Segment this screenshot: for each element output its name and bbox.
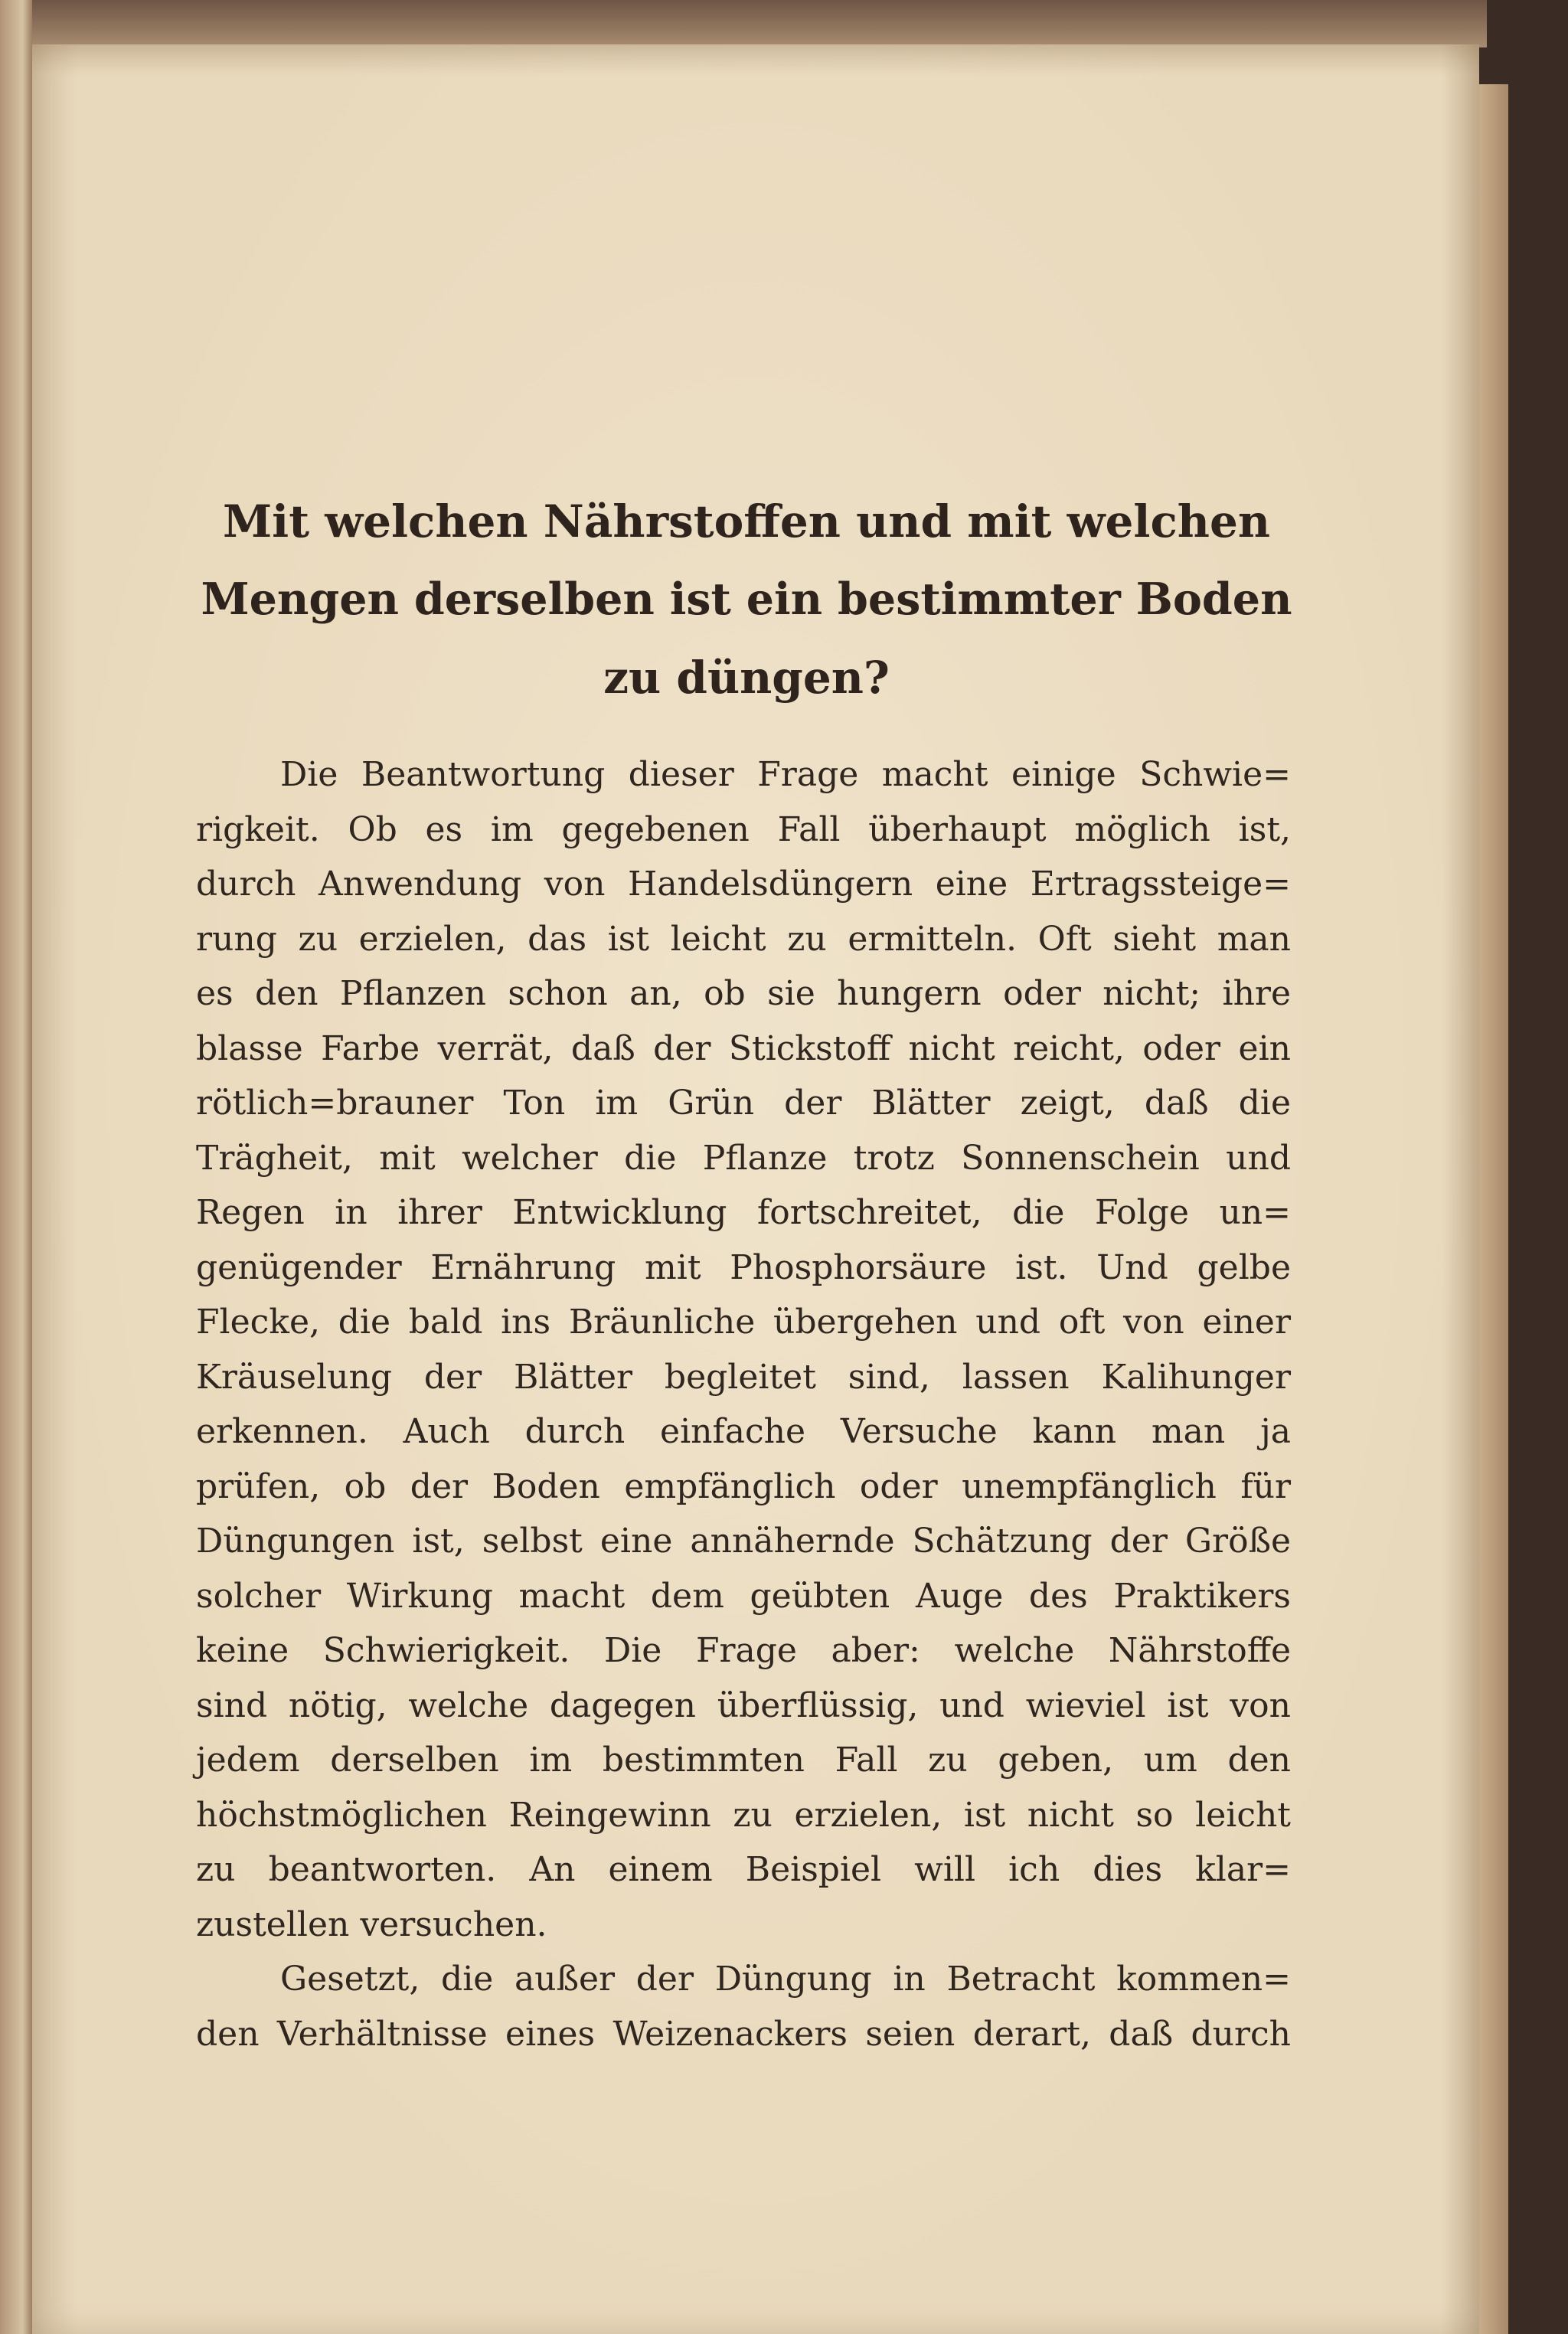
text-line: Die Beantwortung dieser Frage macht einige Schwie=	[280, 755, 1291, 794]
text-line: erkennen. Auch durch einfache Versuche kann man ja	[196, 1412, 1291, 1451]
text-line: zu beantworten. An einem Beispiel will ich dies klar=	[196, 1850, 1291, 1889]
text-line: höchstmöglichen Reingewinn zu erzielen, ist nicht so leicht	[196, 1795, 1291, 1835]
text-line: sind nötig, welche dagegen überflüssig, und wieviel ist von	[196, 1685, 1291, 1725]
text-line: Düngungen ist, selbst eine annähernde Schätzung der Größe	[196, 1522, 1291, 1561]
book-cover-edge	[32, 0, 1487, 47]
body-text	[196, 747, 1291, 2061]
text-line: prüfen, ob der Boden empfänglich oder unempfänglich für	[196, 1466, 1291, 1506]
text-line: rötlich=brauner Ton im Grün der Blätter zeigt, daß die	[196, 1084, 1291, 1123]
text-line: blasse Farbe verrät, daß der Stickstoff nicht reicht, oder ein	[196, 1028, 1291, 1068]
chapter-heading	[195, 482, 1298, 717]
text-line: den Verhältnisse eines Weizenackers seien derart, daß durch	[196, 2014, 1291, 2054]
text-line: rung zu erzielen, das ist leicht zu ermitteln. Oft sieht man	[196, 919, 1291, 959]
text-line: es den Pflanzen schon an, ob sie hungern oder nicht; ihre	[196, 974, 1291, 1013]
heading-line: Mengen derselben ist ein bestimmter Boden	[201, 574, 1292, 625]
text-line: Regen in ihrer Entwicklung fortschreitet, die Folge un=	[196, 1193, 1291, 1232]
facing-page-edge	[0, 0, 32, 2334]
heading-line: Mit welchen Nährstoffen und mit welchen	[222, 495, 1271, 548]
text-line: rigkeit. Ob es im gegebenen Fall überhaupt möglich ist,	[196, 809, 1291, 849]
text-line: jedem derselben im bestimmten Fall zu geben, um den	[196, 1741, 1291, 1780]
text-line: Trägheit, mit welcher die Pflanze trotz Sonnenschein und	[196, 1138, 1291, 1178]
text-line: durch Anwendung von Handelsdüngern eine Ertragssteige=	[196, 865, 1291, 904]
text-line: genügender Ernährung mit Phosphorsäure ist. Und gelbe	[196, 1247, 1291, 1287]
text-line: keine Schwierigkeit. Die Frage aber: welche Nährstoffe	[196, 1631, 1291, 1670]
heading-line: zu düngen?	[603, 652, 890, 704]
text-line: zustellen versuchen.	[196, 1904, 547, 1944]
paragraph-1	[196, 747, 1291, 1952]
text-line: Kräuselung der Blätter begleitet sind, lassen Kalihunger	[196, 1357, 1291, 1397]
page-stack-edge	[1479, 84, 1508, 2334]
paragraph-2	[196, 1952, 1291, 2061]
text-line: solcher Wirkung macht dem geübten Auge des Praktikers	[196, 1576, 1291, 1616]
text-line: Flecke, die bald ins Bräunliche übergehen und oft von einer	[196, 1303, 1291, 1342]
text-line: Gesetzt, die außer der Düngung in Betracht kommen=	[280, 1960, 1291, 1999]
